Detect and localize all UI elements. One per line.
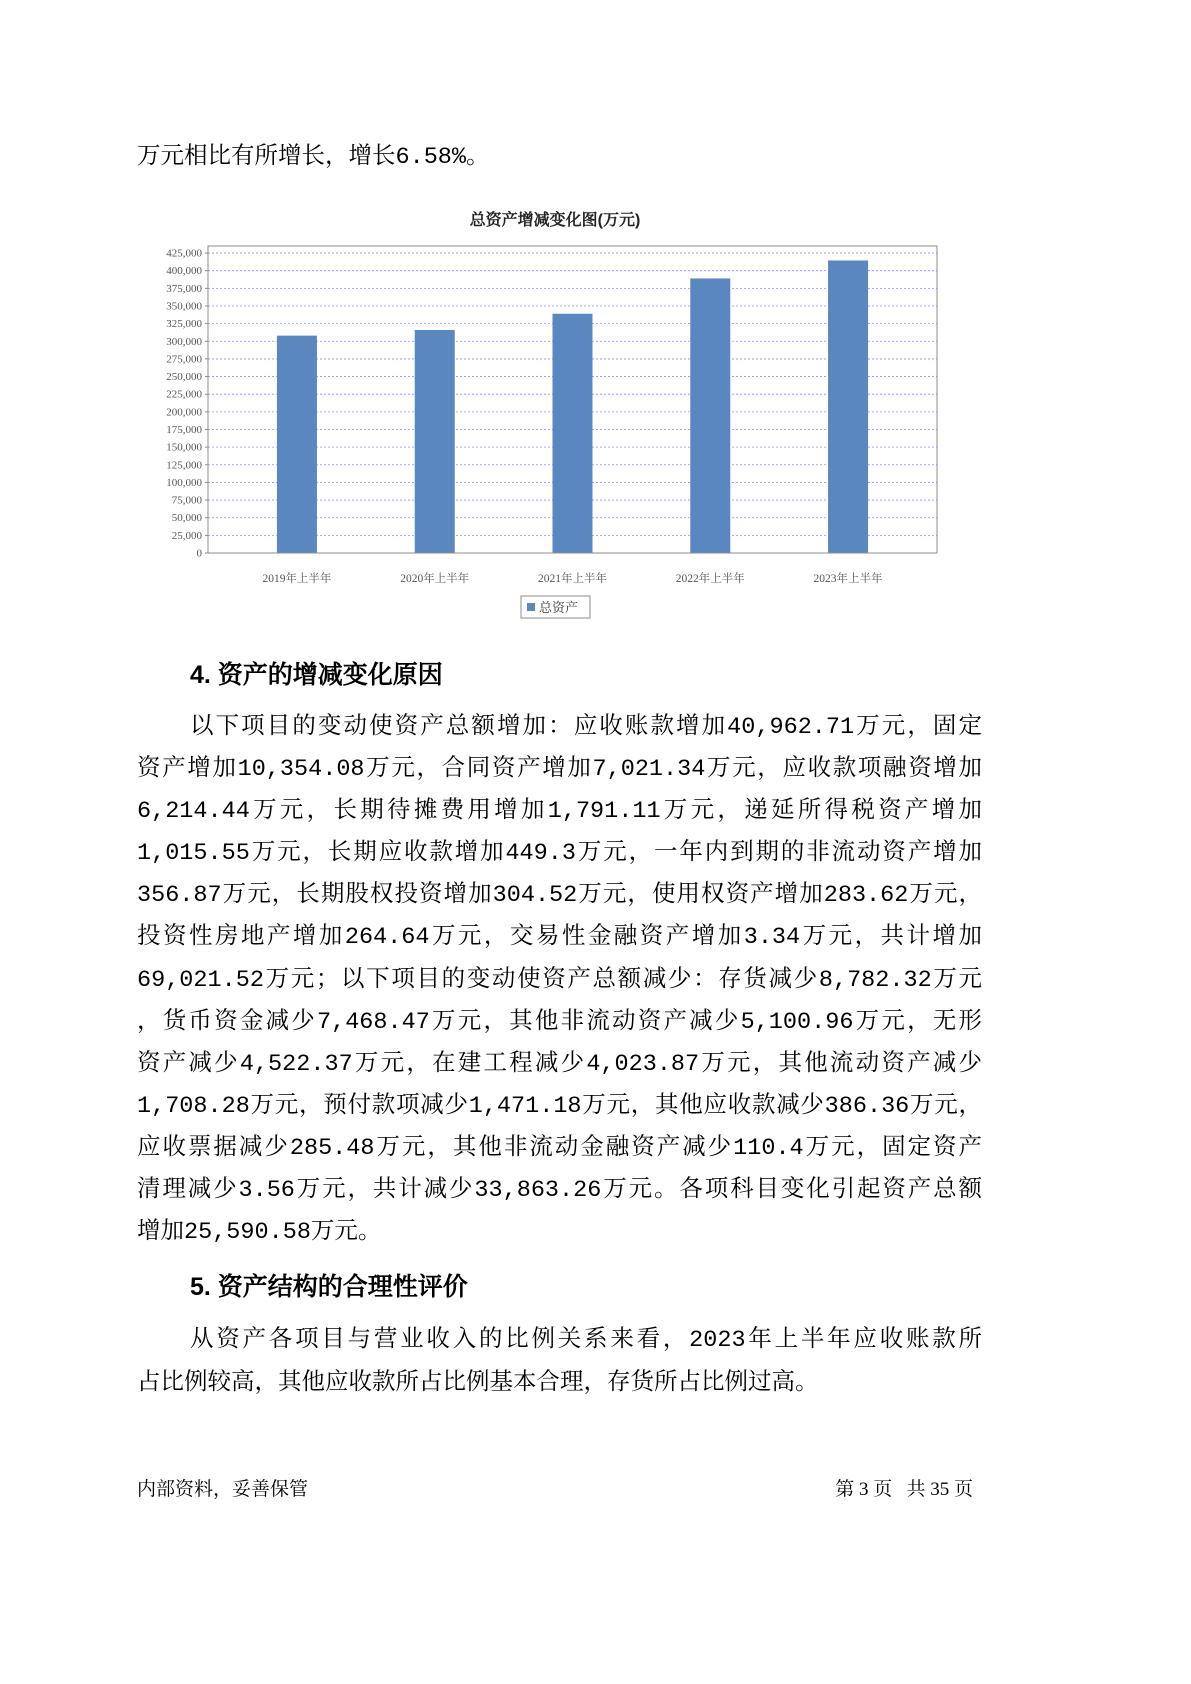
bar — [277, 336, 317, 553]
body-line: 占比例较高，其他应收款所占比例基本合理，存货所占比例过高。 — [137, 1370, 819, 1397]
y-tick-label: 50,000 — [171, 512, 202, 525]
body-line: 1,015.55万元，长期应收款增加449.3万元，一年内到期的非流动资产增加 — [137, 840, 982, 868]
chart-legend — [521, 596, 590, 618]
y-tick-label: 200,000 — [166, 406, 202, 419]
bar — [828, 260, 868, 553]
section-5-paragraph — [137, 1319, 982, 1405]
x-category-label: 2023年上半年 — [813, 573, 883, 585]
body-line: 应收票据减少285.48万元，其他非流动金融资产减少110.4万元，固定资产 — [137, 1134, 982, 1162]
body-line: ，货币资金减少7,468.47万元，其他非流动资产减少5,100.96万元，无形 — [137, 1008, 982, 1036]
body-line: 资产增加10,354.08万元，合同资产增加7,021.34万元，应收款项融资增加 — [137, 756, 982, 784]
total-assets-bar-chart — [0, 190, 1191, 630]
y-tick-label: 175,000 — [166, 423, 202, 436]
bar — [415, 330, 455, 553]
y-tick-label: 425,000 — [166, 247, 202, 260]
y-tick-label: 275,000 — [166, 353, 202, 366]
y-tick-label: 100,000 — [166, 476, 202, 489]
y-tick-label: 250,000 — [166, 371, 202, 384]
x-category-label: 2021年上半年 — [538, 573, 607, 585]
legend-swatch — [527, 603, 535, 611]
bar — [690, 278, 730, 553]
y-tick-label: 375,000 — [166, 282, 202, 295]
intro-line: 万元相比有所增长，增长6.58%。 — [137, 144, 490, 171]
chart-title: 总资产增减变化图(万元) — [469, 212, 641, 229]
y-tick-label: 0 — [196, 547, 202, 560]
body-line: 6,214.44万元，长期待摊费用增加1,791.11万元，递延所得税资产增加 — [137, 798, 982, 826]
section-4-heading: 4. 资产的增减变化原因 — [190, 661, 443, 689]
y-tick-label: 350,000 — [166, 300, 202, 313]
y-tick-label: 25,000 — [171, 529, 202, 542]
y-tick-label: 400,000 — [166, 265, 202, 278]
y-tick-label: 300,000 — [166, 335, 202, 348]
body-line: 增加25,590.58万元。 — [137, 1219, 382, 1247]
y-tick-label: 225,000 — [166, 388, 202, 401]
footer-page-number: 第 3 页 共 35 页 — [835, 1479, 973, 1500]
body-line: 以下项目的变动使资产总额增加：应收账款增加40,962.71万元，固定 — [190, 714, 982, 741]
body-line: 1,708.28万元，预付款项减少1,471.18万元，其他应收款减少386.36万元， — [137, 1092, 982, 1120]
body-line: 从资产各项目与营业收入的比例关系来看，2023年上半年应收账款所 — [190, 1327, 982, 1354]
section-4-paragraph — [137, 707, 982, 1254]
body-line: 356.87万元，长期股权投资增加304.52万元，使用权资产增加283.62万元， — [137, 882, 982, 910]
body-line: 69,021.52万元；以下项目的变动使资产总额减少：存货减少8,782.32万元 — [137, 966, 982, 994]
body-line: 资产减少4,522.37万元，在建工程减少4,023.87万元，其他流动资产减少 — [137, 1050, 982, 1078]
x-category-label: 2020年上半年 — [400, 573, 470, 585]
legend-label: 总资产 — [539, 600, 579, 615]
y-tick-label: 75,000 — [171, 494, 202, 507]
y-tick-label: 150,000 — [166, 441, 202, 454]
body-line: 清理减少3.56万元，共计减少33,863.26万元。各项科目变化引起资产总额 — [137, 1177, 982, 1205]
x-category-label: 2022年上半年 — [675, 573, 745, 585]
bar — [553, 314, 593, 553]
y-tick-label: 325,000 — [166, 318, 202, 331]
chart-marks — [166, 246, 937, 585]
x-category-label: 2019年上半年 — [262, 573, 332, 585]
y-tick-label: 125,000 — [166, 459, 202, 472]
body-line: 投资性房地产增加264.64万元，交易性金融资产增加3.34万元，共计增加 — [137, 924, 982, 952]
section-5-heading: 5. 资产结构的合理性评价 — [190, 1273, 468, 1301]
footer-confidential-note: 内部资料，妥善保管 — [137, 1479, 309, 1500]
